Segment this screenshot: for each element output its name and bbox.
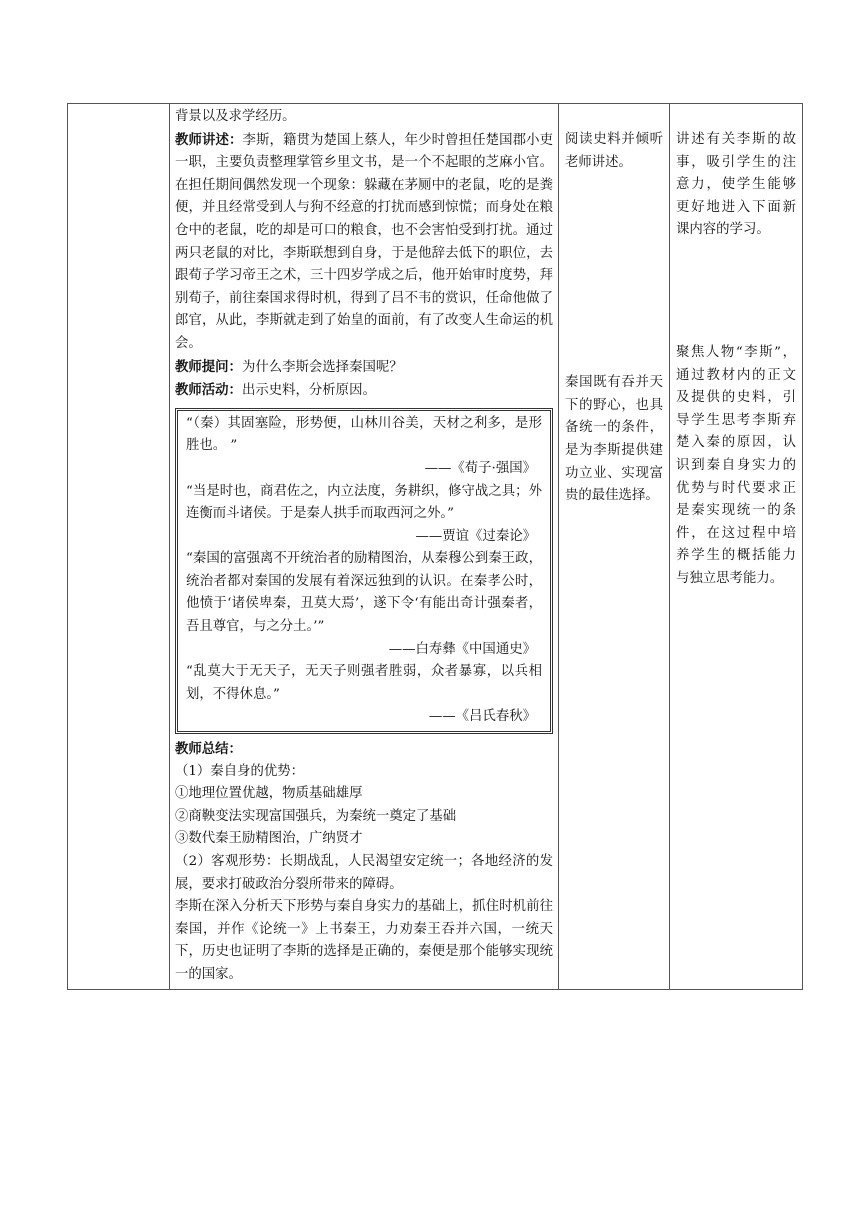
quote-source: ——《荀子·强国》 xyxy=(424,460,536,476)
spacer xyxy=(670,242,802,342)
lecture-text: 李斯，籍贯为楚国上蔡人，年少时曾担任楚国郡小吏一职，主要负责整理掌管乡里文书，是一个不起眼的芝麻小官。在担任期间偶然发现一个现象：躲藏在茅厕中的老鼠，吃的是粪便，并且经常受到人与狗不经意的打扰而感到惊慌；而身处在粮仓中的老鼠，吃的却是可口的粮食，也不会害怕受到打扰。通过两只老鼠的对比，李斯联想到自身，于是他辞去低下的职位，去跟荀子学习帝王之术，三十四岁学成之后，他开始审时度势，拜别荀子，前往秦国求得时机，得到了吕不韦的赏识，任命他做了郎官，从此，李斯就走到了始皇的面前，有了改变人生命运的机会。 xyxy=(175,132,554,351)
teacher-activity-cell xyxy=(170,104,559,990)
summary-line: （2）客观形势：长期战乱，人民渴望安定统一；各地经济的发展，要求打破政治分裂所带来的障碍。 xyxy=(175,854,553,892)
activity-label: 教师活动： xyxy=(175,382,242,399)
intro-tail: 背景以及求学经历。 xyxy=(175,109,296,124)
activity-paragraph xyxy=(175,379,553,403)
spacer xyxy=(559,174,669,372)
lesson-plan-table xyxy=(67,103,803,990)
student-activity-cell xyxy=(559,104,670,990)
question-text: 为什么李斯会选择秦国呢？ xyxy=(241,359,403,375)
question-paragraph xyxy=(175,356,553,380)
summary-line: （1）秦自身的优势： xyxy=(175,763,305,779)
design-intent-note: 讲述有关李斯的故事，吸引学生的注意力，使学生能够更好地进入下面新课内容的学习。 xyxy=(676,132,796,238)
stage-cell xyxy=(68,104,170,990)
quote-text: “秦国的富强离不开统治者的励精图治，从秦穆公到秦王政，统治者都对秦国的发展有着深远独到的认识。在秦孝公时，他愤于‘诸侯卑秦，丑莫大焉’，遂下令‘有能出奇计强秦者，吾且尊官，与之分土。’” xyxy=(186,551,542,635)
quote-text: “当是时也，商君佐之，内立法度，务耕织，修守战之具；外连衡而斗诸侯。于是秦人拱手而取西河之外。” xyxy=(186,483,542,522)
historical-sources-box xyxy=(177,410,551,732)
quote-source: ——《吕氏春秋》 xyxy=(428,709,536,725)
summary-line: ③数代秦王励精图治，广纳贤才 xyxy=(175,831,363,847)
lecture-label: 教师讲述： xyxy=(175,131,243,148)
design-intent-cell xyxy=(670,104,803,990)
lecture-paragraph xyxy=(175,129,553,356)
summary-line: ①地理位置优越，物质基础雄厚 xyxy=(175,786,363,802)
design-intent-note: 聚焦人物“李斯”，通过教材内的正文及提供的史料，引导学生思考李斯弃楚入秦的原因，认识到秦自身实力的优势与时代要求正是秦实现统一的条件，在这过程中培养学生的概括能力与独立思考能力。 xyxy=(676,344,796,586)
quote-source: ——贾谊《过秦论》 xyxy=(415,528,536,544)
summary-line: 李斯在深入分析天下形势与秦自身实力的基础上，抓住时机前往秦国，并作《论统一》上书秦王，力劝秦王吞并六国，一统天下，历史也证明了李斯的选择是正确的，秦便是那个能够实现统一的国家。 xyxy=(175,899,553,982)
summary-label: 教师总结： xyxy=(175,741,242,758)
summary-line: ②商鞅变法实现富国强兵，为秦统一奠定了基础 xyxy=(175,808,457,824)
quote-text: “（秦）其固塞险，形势便，山林川谷美，天材之利多，是形胜也。 ” xyxy=(186,415,542,454)
student-activity-note: 秦国既有吞并天下的野心，也具备统一的条件，是为李斯提供建功立业、实现富贵的最佳选择。 xyxy=(565,375,663,504)
question-label: 教师提问： xyxy=(175,358,242,375)
student-activity-note: 阅读史料并倾听老师讲述。 xyxy=(565,132,663,170)
quote-source: ——白寿彝《中国通史》 xyxy=(388,641,536,657)
table-row xyxy=(68,104,803,990)
activity-text: 出示史料，分析原因。 xyxy=(241,383,376,399)
quote-text: “乱莫大于无天子，无天子则强者胜弱，众者暴寡，以兵相划，不得休息。” xyxy=(186,664,542,702)
